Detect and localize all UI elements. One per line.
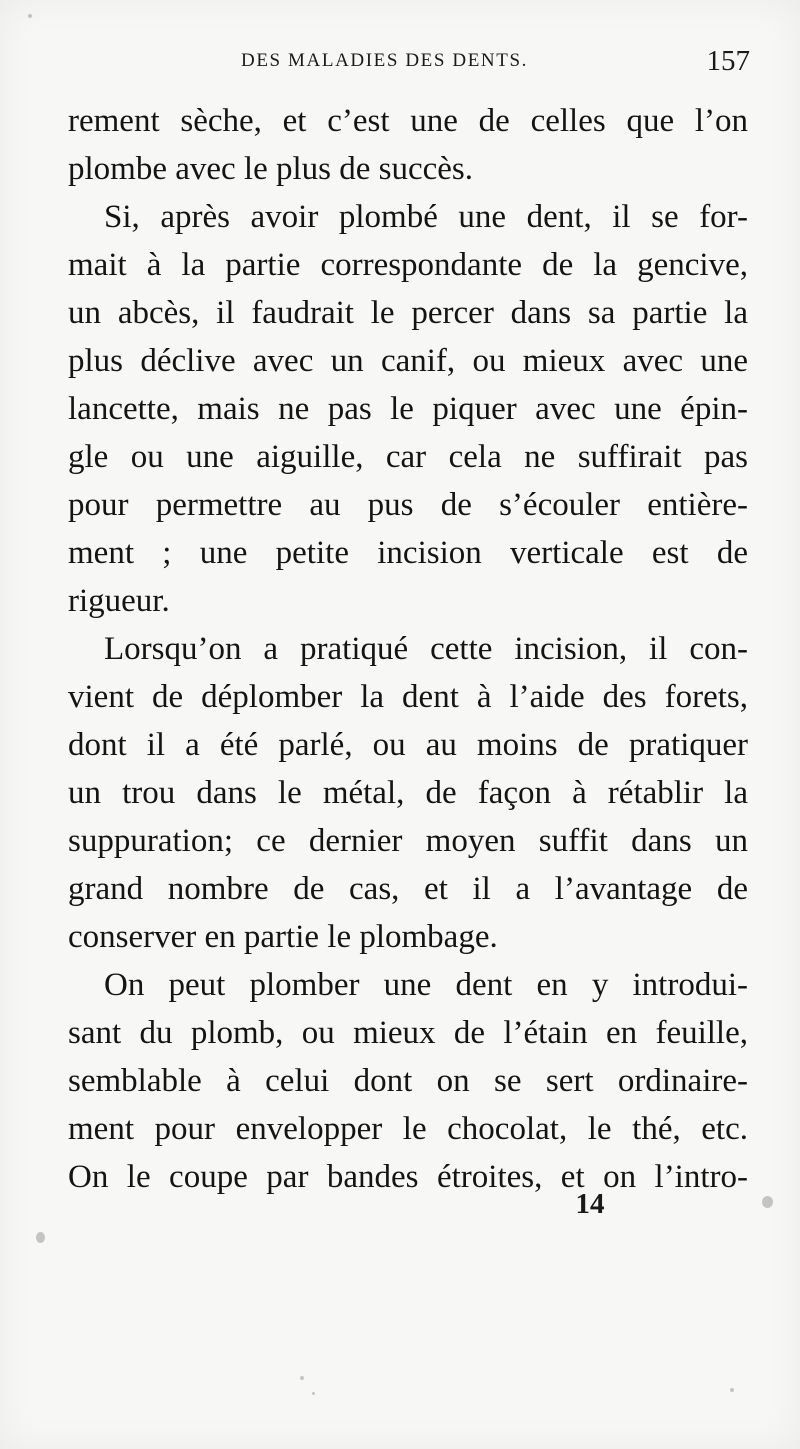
text-line: mait à la partie correspondante de la gencive, bbox=[68, 247, 748, 283]
text-line: ment ; une petite incision verticale est de bbox=[68, 535, 748, 571]
text-line: rement sèche, et c’est une de celles que l’on bbox=[68, 103, 748, 139]
text-line: suppuration; ce dernier moyen suffit dans un bbox=[68, 823, 748, 859]
signature-mark: 14 bbox=[575, 1188, 605, 1220]
text-line: grand nombre de cas, et il a l’avantage de bbox=[68, 871, 748, 907]
running-header-title: DES MALADIES DES DENTS. bbox=[241, 50, 528, 71]
paper-speck bbox=[36, 1232, 45, 1243]
text-line: gle ou une aiguille, car cela ne suffirait pas bbox=[68, 439, 748, 475]
text-line: rigueur. bbox=[68, 583, 170, 619]
text-line: ment pour envelopper le chocolat, le thé, etc. bbox=[68, 1111, 748, 1147]
text-line: Si, après avoir plombé une dent, il se for- bbox=[104, 199, 748, 235]
text-line: sant du plomb, ou mieux de l’étain en feuille, bbox=[68, 1015, 748, 1051]
text-line: plus déclive avec un canif, ou mieux avec une bbox=[68, 343, 748, 379]
text-line: pour permettre au pus de s’écouler entière- bbox=[68, 487, 748, 523]
text-line: conserver en partie le plombage. bbox=[68, 919, 498, 955]
body-text bbox=[68, 97, 748, 1201]
text-line: dont il a été parlé, ou au moins de pratiquer bbox=[68, 727, 748, 763]
paper-speck bbox=[28, 14, 32, 18]
text-line: On peut plomber une dent en y introdui- bbox=[104, 967, 748, 1003]
text-line: un trou dans le métal, de façon à rétablir la bbox=[68, 775, 748, 811]
paper-speck bbox=[762, 1196, 773, 1208]
text-line: semblable à celui dont on se sert ordinaire- bbox=[68, 1063, 748, 1099]
paper-speck bbox=[300, 1376, 304, 1380]
text-line: lancette, mais ne pas le piquer avec une épin- bbox=[68, 391, 748, 427]
text-line: On le coupe par bandes étroites, et on l’intro- bbox=[68, 1159, 748, 1195]
paper-speck bbox=[730, 1388, 734, 1392]
text-line: vient de déplomber la dent à l’aide des forets, bbox=[68, 679, 748, 715]
text-line: plombe avec le plus de succès. bbox=[68, 151, 474, 187]
page-number: 157 bbox=[706, 45, 750, 77]
text-line: un abcès, il faudrait le percer dans sa partie la bbox=[68, 295, 748, 331]
text-line: Lorsqu’on a pratiqué cette incision, il con- bbox=[104, 631, 748, 667]
paper-speck bbox=[312, 1392, 315, 1395]
